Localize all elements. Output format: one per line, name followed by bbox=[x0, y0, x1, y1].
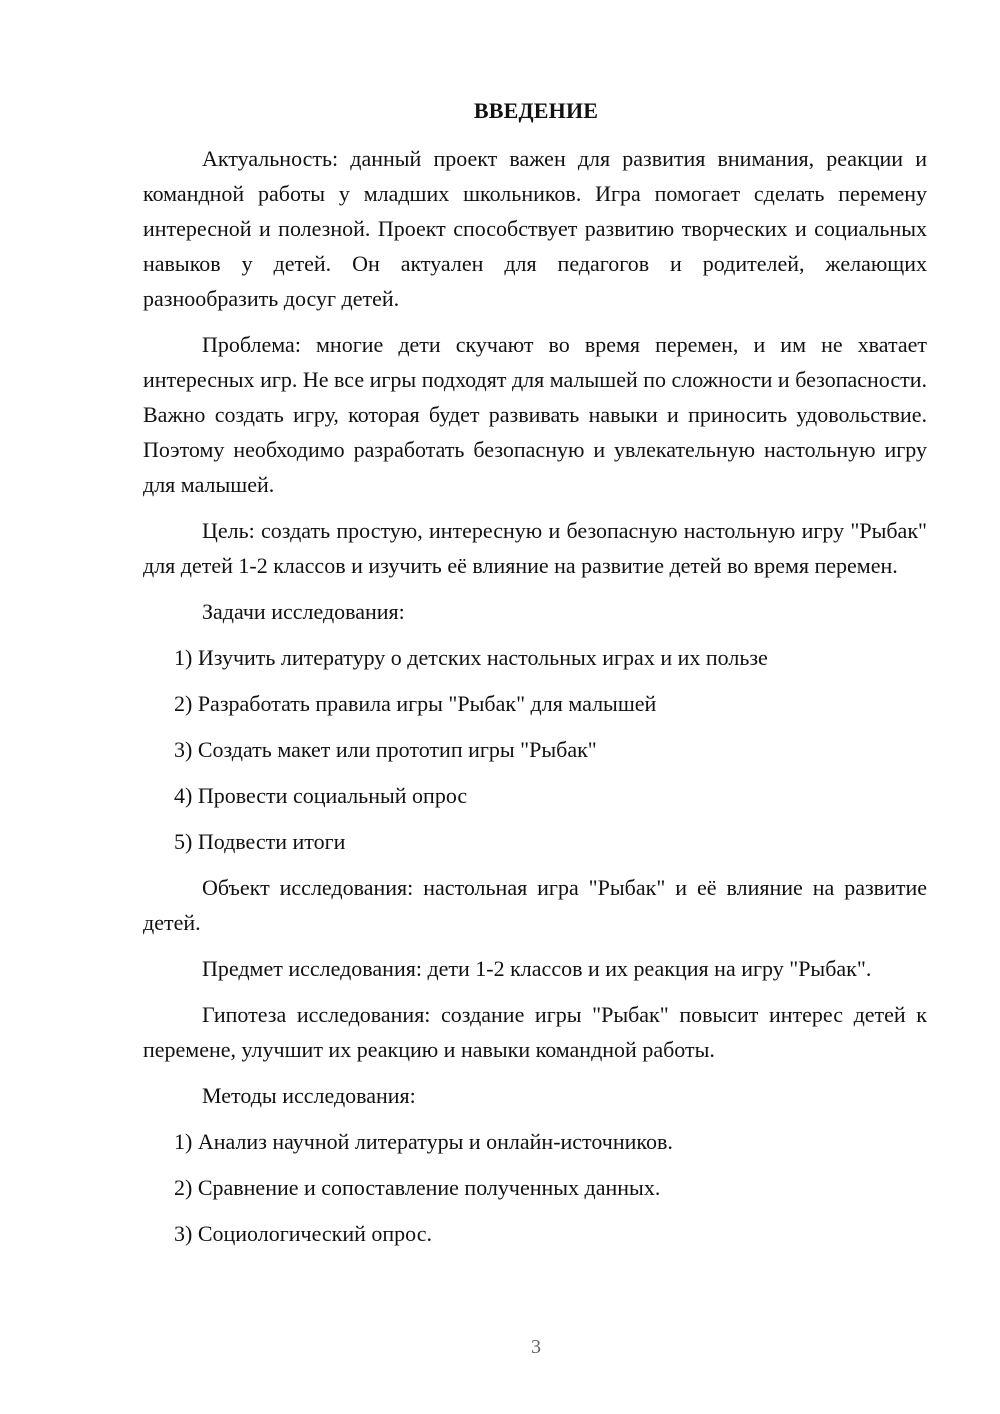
section-heading: ВВЕДЕНИЕ bbox=[473, 98, 599, 123]
list-item: 1) Изучить литературу о детских настольных играх и их пользе bbox=[174, 645, 768, 670]
subject-paragraph: Предмет исследования: дети 1-2 классов и их реакция на игру "Рыбак". bbox=[202, 956, 872, 981]
tasks-list bbox=[143, 640, 927, 859]
problem-paragraph: Проблема: многие дети скучают во время перемен, и им не хватает интересных игр. Не все игры подходят для малышей по сложности и безопасности. Важно создать игру, которая будет развивать навыки и приносить удовольствие. Поэтому необходимо разработать безопасную и увлекательную настольную игру для малышей. bbox=[143, 332, 927, 497]
hypothesis-paragraph: Гипотеза исследования: создание игры "Рыбак" повысит интерес детей к перемене, улучшит их реакцию и навыки командной работы. bbox=[143, 1002, 927, 1062]
methods-title: Методы исследования: bbox=[202, 1083, 416, 1108]
goal-paragraph: Цель: создать простую, интересную и безопасную настольную игру "Рыбак" для детей 1-2 классов и изучить её влияние на развитие детей во время перемен. bbox=[143, 518, 927, 578]
list-item: 4) Провести социальный опрос bbox=[174, 783, 468, 808]
list-item: 3) Социологический опрос. bbox=[174, 1221, 432, 1246]
object-paragraph: Объект исследования: настольная игра "Рыбак" и её влияние на развитие детей. bbox=[143, 875, 927, 935]
list-item: 2) Сравнение и сопоставление полученных данных. bbox=[174, 1175, 661, 1200]
document-body bbox=[143, 141, 927, 1262]
relevance-paragraph: Актуальность: данный проект важен для развития внимания, реакции и командной работы у младших школьников. Игра помогает сделать перемену интересной и полезной. Проект способствует развитию творческих и социальных навыков у детей. Он актуален для педагогов и родителей, желающих разнообразить досуг детей. bbox=[143, 146, 927, 311]
methods-list bbox=[143, 1124, 927, 1251]
list-item: 1) Анализ научной литературы и онлайн-источников. bbox=[174, 1129, 673, 1154]
list-item: 3) Создать макет или прототип игры "Рыбак" bbox=[174, 737, 597, 762]
list-item: 5) Подвести итоги bbox=[174, 829, 346, 854]
tasks-title: Задачи исследования: bbox=[202, 599, 405, 624]
page-number: 3 bbox=[531, 1336, 541, 1358]
list-item: 2) Разработать правила игры "Рыбак" для малышей bbox=[174, 691, 657, 716]
